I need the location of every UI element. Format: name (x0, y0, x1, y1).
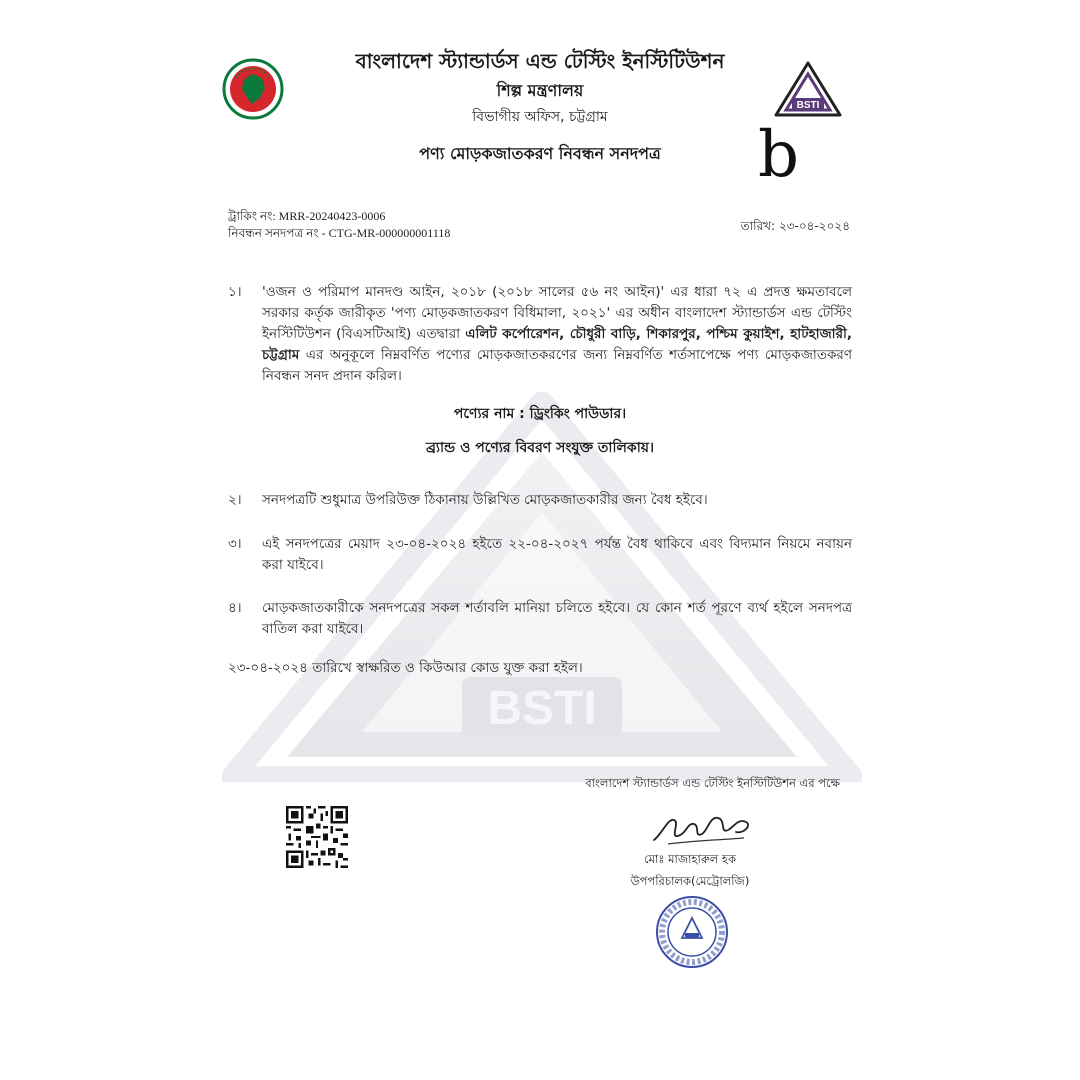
clause-number: ৩। (228, 536, 242, 552)
tracking-value: MRR-20240423-0006 (278, 209, 386, 223)
clause-text: মোড়কজাতকারীকে সনদপত্রের সকল শর্তাবলি মানিয়া চলিতে হইবে। যে কোন শর্ত পূরণে ব্যর্থ হইলে সনদপত্র বাতিল করা যাইবে। (262, 600, 852, 637)
registration-value: CTG-MR-000000001118 (328, 226, 451, 240)
clause-number: ২। (228, 492, 242, 508)
issue-date (741, 218, 850, 235)
clause-1-text-b: এর অনুকূলে নিম্নবর্ণিত পণ্যের মোড়কজাতকরণের জন্য নিম্নবর্ণিত শর্তসাপেক্ষে পণ্য মোড়কজাতকরণ নিবন্ধন সনদ প্রদান করিল। (262, 347, 853, 384)
qr-code-icon[interactable] (286, 806, 348, 868)
watermark-text: BSTI (487, 682, 597, 735)
organization-name: বাংলাদেশ স্ট্যান্ডার্ডস এন্ড টেস্টিং ইনস্টিটিউশন (355, 49, 725, 73)
official-seal-icon (654, 894, 730, 970)
clause-1-text-a: 'ওজন ও পরিমাপ মানদণ্ড আইন, ২০১৮ (২০১৮ সালের ৫৬ নং আইন)' এর ধারা ৭২ এ প্রদত্ত ক্ষমতাবলে সরকার কর্তৃক জারীকৃত 'পণ্য মোড়কজাতকরণ বিধিমালা, ২০২১' এর অধীন বাংলাদেশ স্ট্যান্ডার্ডস এন্ড টেস্টিং ইনস্টিটিউশন (বিএসটিআই) এতদ্বারা (262, 284, 852, 342)
clause-text: এই সনদপত্রের মেয়াদ ২৩-০৪-২০২৪ হইতে ২২-০৪-২০২৭ পর্যন্ত বৈধ থাকিবে এবং বিদ্যমান নিয়মে নবায়ন করা যাইবে। (262, 536, 852, 573)
licensee-name-address: এলিট কর্পোরেশন, চৌধুরী বাড়ি, শিকারপুর, পশ্চিম কুয়াইশ, হাটহাজারী, চট্টগ্রাম (262, 326, 852, 363)
category-mark: b (758, 118, 799, 192)
date-label: তারিখ: (740, 219, 776, 233)
tracking-number-row (228, 208, 450, 225)
on-behalf-line: বাংলাদেশ স্ট্যান্ডার্ডস এন্ড টেস্টিং ইনস্টিটিউশন এর পক্ষে (585, 776, 840, 790)
clause-1 (228, 282, 852, 387)
ministry-name: শিল্প মন্ত্রণালয় (496, 81, 584, 100)
government-logo-icon (222, 58, 284, 120)
bsti-logo-icon (773, 60, 843, 118)
certificate-meta (228, 208, 450, 242)
office-name: বিভাগীয় অফিস, চট্টগ্রাম (472, 109, 608, 125)
clause-text: সনদপত্রটি শুধুমাত্র উপরিউক্ত ঠিকানায় উল্লিখিত মোড়কজাতকারীর জন্য বৈধ হইবে। (262, 492, 708, 508)
signatory-designation: উপপরিচালক(মেট্রোলজি) (630, 874, 750, 888)
registration-label: নিবন্ধন সনদপত্র নং - (228, 226, 326, 240)
clause-2 (228, 490, 852, 511)
signatory-name: মোঃ মাজাহারুল হক (643, 852, 737, 866)
date-value: ২৩-০৪-২০২৪ (778, 219, 850, 233)
clause-number: ১। (228, 284, 242, 300)
signatory-block (610, 850, 770, 890)
signature-icon (648, 804, 758, 848)
clause-3 (228, 534, 852, 576)
clause-text (262, 282, 852, 387)
brand-details: ব্র্যান্ড ও পণ্যের বিবরণ সংযুক্ত তালিকায়। (425, 440, 655, 456)
tracking-label: ট্রাকিং নং: (228, 209, 276, 223)
certificate-title: পণ্য মোড়কজাতকরণ নিবন্ধন সনদপত্র (419, 144, 661, 163)
registration-number-row (228, 225, 450, 242)
product-name: পণ্যের নাম : ড্রিংকিং পাউডার। (453, 406, 627, 422)
clause-4 (228, 598, 852, 640)
clause-number: ৪। (228, 600, 242, 616)
certificate-header (300, 46, 780, 166)
bsti-logo-text: BSTI (796, 100, 820, 111)
signed-note: ২৩-০৪-২০২৪ তারিখে স্বাক্ষরিত ও কিউআর কোড যুক্ত করা হইল। (228, 660, 583, 676)
